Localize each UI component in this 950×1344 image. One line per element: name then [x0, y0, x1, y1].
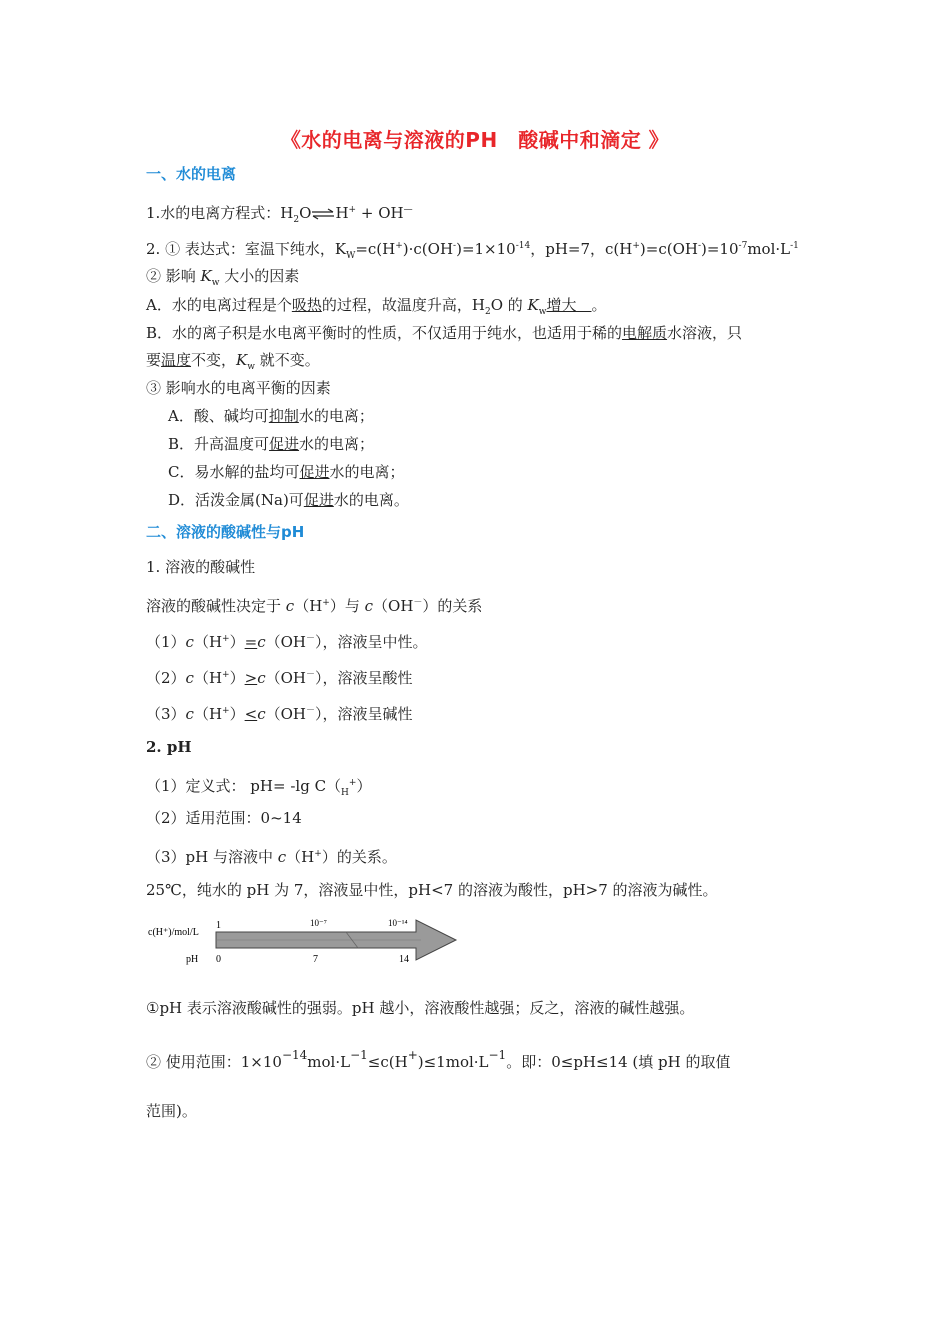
- point-a: A．水的电离过程是个吸热的过程，故温度升高，$H_2O$ 的 $K_w$增大 。: [146, 296, 607, 317]
- tick-top-3: 10⁻¹⁴: [388, 918, 408, 928]
- basic-condition: （3）c（H+）<c（OH－），溶液呈碱性: [146, 705, 413, 723]
- tick-bottom-3: 14: [399, 954, 409, 965]
- ph-meaning: ①pH 表示溶液酸碱性的强弱。pH 越小，溶液酸性越强；反之，溶液的碱性越强。: [146, 999, 695, 1017]
- neutral-ph-statement: 25℃，纯水的 pH 为 7，溶液显中性，pH<7 的溶液为酸性，pH>7 的溶液为碱性。: [146, 881, 718, 899]
- factor-d: D．活泼金属(Na)可促进水的电离。: [168, 491, 409, 509]
- neutral-condition: （1）c（H+）=c（OH－），溶液呈中性。: [146, 633, 428, 651]
- ph-definition: （1）定义式： pH= -lg $C(_H^+)$: [146, 777, 372, 798]
- tick-bottom-2: 7: [313, 954, 318, 965]
- factor-c: C．易水解的盐均可促进水的电离；: [168, 463, 405, 481]
- usage-range: ② 使用范围：$1\times 10^{-14}mol\cdot L^{-1}\le c(H^+)\le 1mol\cdot L^{-1}$。即：0≤pH≤14 (填 pH 的取值: [146, 1048, 731, 1071]
- equilibrium-arrow-icon: [311, 208, 335, 220]
- section-heading-2: 二、溶液的酸碱性与pH: [146, 523, 305, 541]
- ph-scale-diagram: [146, 912, 466, 972]
- tick-top-2: 10⁻⁷: [310, 918, 327, 928]
- diagram-label-concentration: c(H⁺)/mol/L: [148, 927, 199, 938]
- section-heading-1: 一、水的电离: [146, 165, 237, 183]
- page-title: 《水的电离与溶液的PH 酸碱中和滴定 》: [280, 128, 670, 152]
- equilibrium-factors-heading: ③ 影响水的电离平衡的因素: [146, 379, 331, 397]
- ph-range: （2）适用范围：0~14: [146, 809, 302, 827]
- acidity-heading: 1. 溶液的酸碱性: [146, 558, 256, 576]
- ph-relation: （3）pH 与溶液中 c（H+）的关系。: [146, 848, 397, 866]
- diagram-label-ph: pH: [186, 954, 199, 965]
- factor-a: A．酸、碱均可抑制水的电离；: [168, 407, 374, 425]
- usage-range-continued: 范围)。: [146, 1102, 197, 1120]
- point-b-continued: 要温度不变，$K_w$ 就不变。: [146, 351, 320, 372]
- ionization-equation: 1.水的电离方程式：$H_2O$ H+ + OH—: [146, 204, 413, 225]
- kw-factors-heading: ② 影响 $K_w$ 大小的因素: [146, 267, 300, 288]
- tick-bottom-1: 0: [216, 954, 221, 965]
- acidic-condition: （2）c（H+）>c（OH－），溶液呈酸性: [146, 669, 413, 687]
- factor-b: B．升高温度可促进水的电离；: [168, 435, 375, 453]
- point-b: B．水的离子积是水电离平衡时的性质，不仅适用于纯水，也适用于稀的电解质水溶液，只: [146, 324, 743, 342]
- ph-heading: 2. pH: [146, 738, 192, 756]
- tick-top-1: 1: [216, 920, 221, 931]
- kw-expression: 2. ① 表达式：室温下纯水，$K_W=c(H^+)\cdot c(OH^-)=1\times 10^{-14}$，pH=7，$c(H^+)=c(OH^-)=10^{-7}mol\cdot L^{-1}$: [146, 240, 799, 261]
- acidity-rule: 溶液的酸碱性决定于 c（H+）与 c（OH－）的关系: [146, 597, 483, 615]
